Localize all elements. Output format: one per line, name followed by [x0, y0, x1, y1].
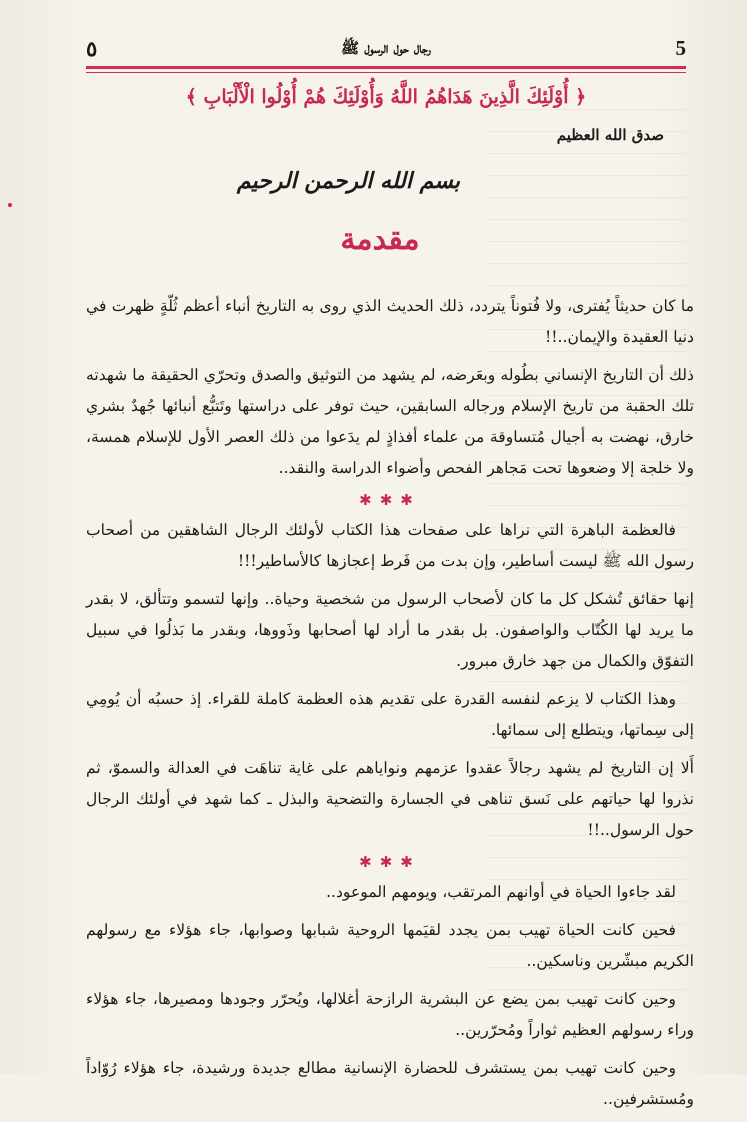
paragraph: وحين كانت تهيب بمن يستشرف للحضارة الإنسانية مطالع جديدة ورشيدة، جاء هؤلاء رُوّاداً ومُستشرفين..: [86, 1059, 694, 1108]
paragraph: لقد جاءوا الحياة في أوانهم المرتقب، ويومهم الموعود..: [326, 883, 676, 901]
body-text: [86, 291, 694, 1122]
paragraph: أَلا إن التاريخ لم يشهد رجالاً عقدوا عزمهم ونواياهم على غاية تناهَت في العدالة والسموّ، ثم نذروا لها حياتهم على نَسق تناهى في الجسارة والتضحية والبذل ـ كما شهد في أولئك الرجال حول الرسول..!!: [86, 759, 694, 839]
section-separator: ✱✱✱: [359, 491, 421, 509]
page-number: 5: [675, 36, 686, 60]
paragraph: فحين كانت الحياة تهيب بمن يجدد لقيَمها الروحية شبابها وصوابها، جاء هؤلاء مع رسولهم الكريم مبشّرين وناسكين..: [86, 921, 694, 970]
verse-closing: صدق الله العظيم: [556, 126, 664, 144]
basmala-calligraphy: بسم الله الرحمن الرحيم: [236, 168, 460, 194]
paragraph: ما كان حديثاً يُفترى، ولا فُتوناً يتردد، ذلك الحديث الذي روى به التاريخ أنباء أعظم ثُلّةٍ ظهرت في دنيا العقيدة والإيمان..!!: [86, 297, 694, 346]
header-rule: [86, 66, 686, 69]
paragraph: إنها حقائق تُشكل كل ما كان لأصحاب الرسول من شخصية وحياة.. وإنها لتسمو وتتألق، لا بقدر ما يريد لها الكُتّاب والواصفون. بل بقدر ما أراد لها أصحابها وذَووها، وبقدر ما بَذلُوا في سبيل التفوّق والكمال من جهد خارق مبرور.: [86, 590, 694, 670]
margin-dot: [8, 203, 12, 207]
page-header: [86, 34, 686, 64]
paragraph: وحين كانت تهيب بمن يضع عن البشرية الرازحة أغلالها، ويُحرّر وجودها ومصيرها، جاء هؤلاء وراء رسولهم العظيم ثواراً ومُحرّرين..: [86, 990, 694, 1039]
running-title: رجال حول الرسول ﷺ: [341, 39, 431, 57]
header-rule-thin: [86, 72, 686, 73]
section-title: مقدمة: [340, 222, 420, 257]
page-number-arabic: ٥: [86, 36, 98, 61]
paragraph: فالعظمة الباهرة التي نراها على صفحات هذا الكتاب لأولئك الرجال الشاهقين من أصحاب رسول الله ﷺ ليست أساطير، وإن بدت من فَرط إعجازها كالأساطير!!!: [86, 521, 694, 570]
paragraph: وهذا الكتاب لا يزعم لنفسه القدرة على تقديم هذه العظمة كاملة للقراء. إذ حسبُه أن يُومِي إلى سِماتها، ويتطلع إلى سمائها.: [86, 690, 694, 739]
section-separator: ✱✱✱: [359, 853, 421, 871]
quran-verse: ﴿ أُوْلَئِكَ الَّذِينَ هَدَاهُمُ اللَّهُ وَأُوْلَئِكَ هُمْ أُوْلُوا الْأَلْبَابِ ﴾: [185, 86, 587, 108]
paragraph: ذلك أن التاريخ الإنساني بطُوله وبعَرضه، لم يشهد من التوثيق والصدق وتحرّي الحقيقة ما شهدته تلك الحقبة من تاريخ الإسلام ورجاله السابقين، حيث توفر على دراستها وتَتبُّع أنبائها جُهدٌ بشري خارق، نهضت به أجيال مُتساوقة من علماء أفذاذٍ لم يدَعوا من ذلك العصر الأول للإسلام همسة، ولا خلجة إلا وضعوها تحت مَجاهر الفحص وأضواء الدراسة والنقد..: [86, 366, 694, 477]
